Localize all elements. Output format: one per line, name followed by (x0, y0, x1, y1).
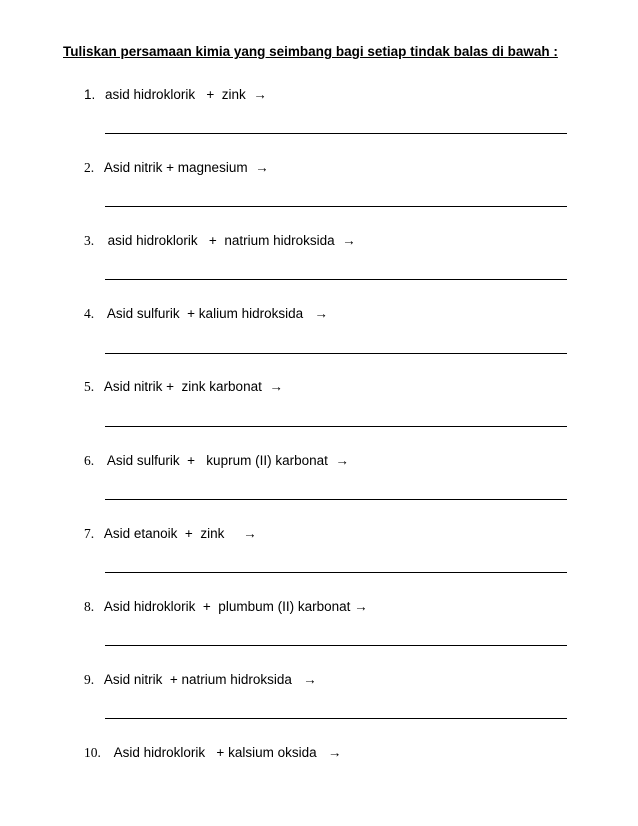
arrow-icon: → (314, 306, 328, 321)
question-8 (84, 598, 368, 616)
question-7 (84, 525, 257, 543)
answer-line[interactable] (105, 718, 567, 719)
question-text: Asid nitrik + zink karbonat (103, 379, 270, 394)
question-text: asid hidroklorik + natrium hidroksida (103, 233, 343, 248)
arrow-icon: → (342, 233, 356, 248)
answer-line[interactable] (105, 645, 567, 646)
question-4 (84, 305, 328, 323)
arrow-icon: → (335, 453, 349, 468)
arrow-icon: → (354, 599, 368, 614)
question-text: Asid etanoik + zink (103, 526, 244, 541)
question-number: 5. (84, 379, 95, 394)
answer-line[interactable] (105, 426, 567, 427)
arrow-icon: → (303, 672, 317, 687)
arrow-icon: → (327, 745, 342, 760)
question-text: Asid hidroklorik + kalsium oksida (110, 745, 328, 760)
arrow-icon: → (269, 379, 283, 394)
answer-line[interactable] (105, 572, 567, 573)
answer-line[interactable] (105, 499, 567, 500)
arrow-icon: → (253, 87, 267, 102)
question-text: Asid sulfurik + kuprum (II) karbonat (103, 453, 336, 468)
arrow-icon: → (255, 160, 269, 175)
question-text: Asid nitrik + natrium hidroksida (103, 672, 304, 687)
question-1 (84, 86, 267, 104)
question-number: 6. (84, 453, 95, 468)
question-number: 7. (84, 526, 95, 541)
worksheet-instruction: Tuliskan persamaan kimia yang seimbang bagi setiap tindak balas di bawah : (63, 44, 558, 59)
answer-line[interactable] (105, 206, 567, 207)
question-number: 8. (84, 599, 95, 614)
question-3 (84, 232, 356, 250)
question-text: Asid hidroklorik + plumbum (II) karbonat (103, 599, 355, 614)
question-5 (84, 378, 283, 396)
question-text: asid hidroklorik + zink (105, 87, 254, 102)
arrow-icon: → (243, 526, 257, 541)
question-number: 9. (84, 672, 95, 687)
question-number: 10. (84, 745, 101, 760)
question-number: 4. (84, 306, 95, 321)
answer-line[interactable] (105, 133, 567, 134)
question-10 (84, 744, 341, 762)
answer-line[interactable] (105, 353, 567, 354)
question-text: Asid sulfurik + kalium hidroksida (103, 306, 315, 321)
answer-line[interactable] (105, 279, 567, 280)
question-6 (84, 452, 349, 470)
question-number: 1. (84, 87, 96, 102)
question-9 (84, 671, 317, 689)
question-2 (84, 159, 269, 177)
question-number: 3. (84, 233, 95, 248)
question-number: 2. (84, 160, 95, 175)
question-text: Asid nitrik + magnesium (103, 160, 256, 175)
